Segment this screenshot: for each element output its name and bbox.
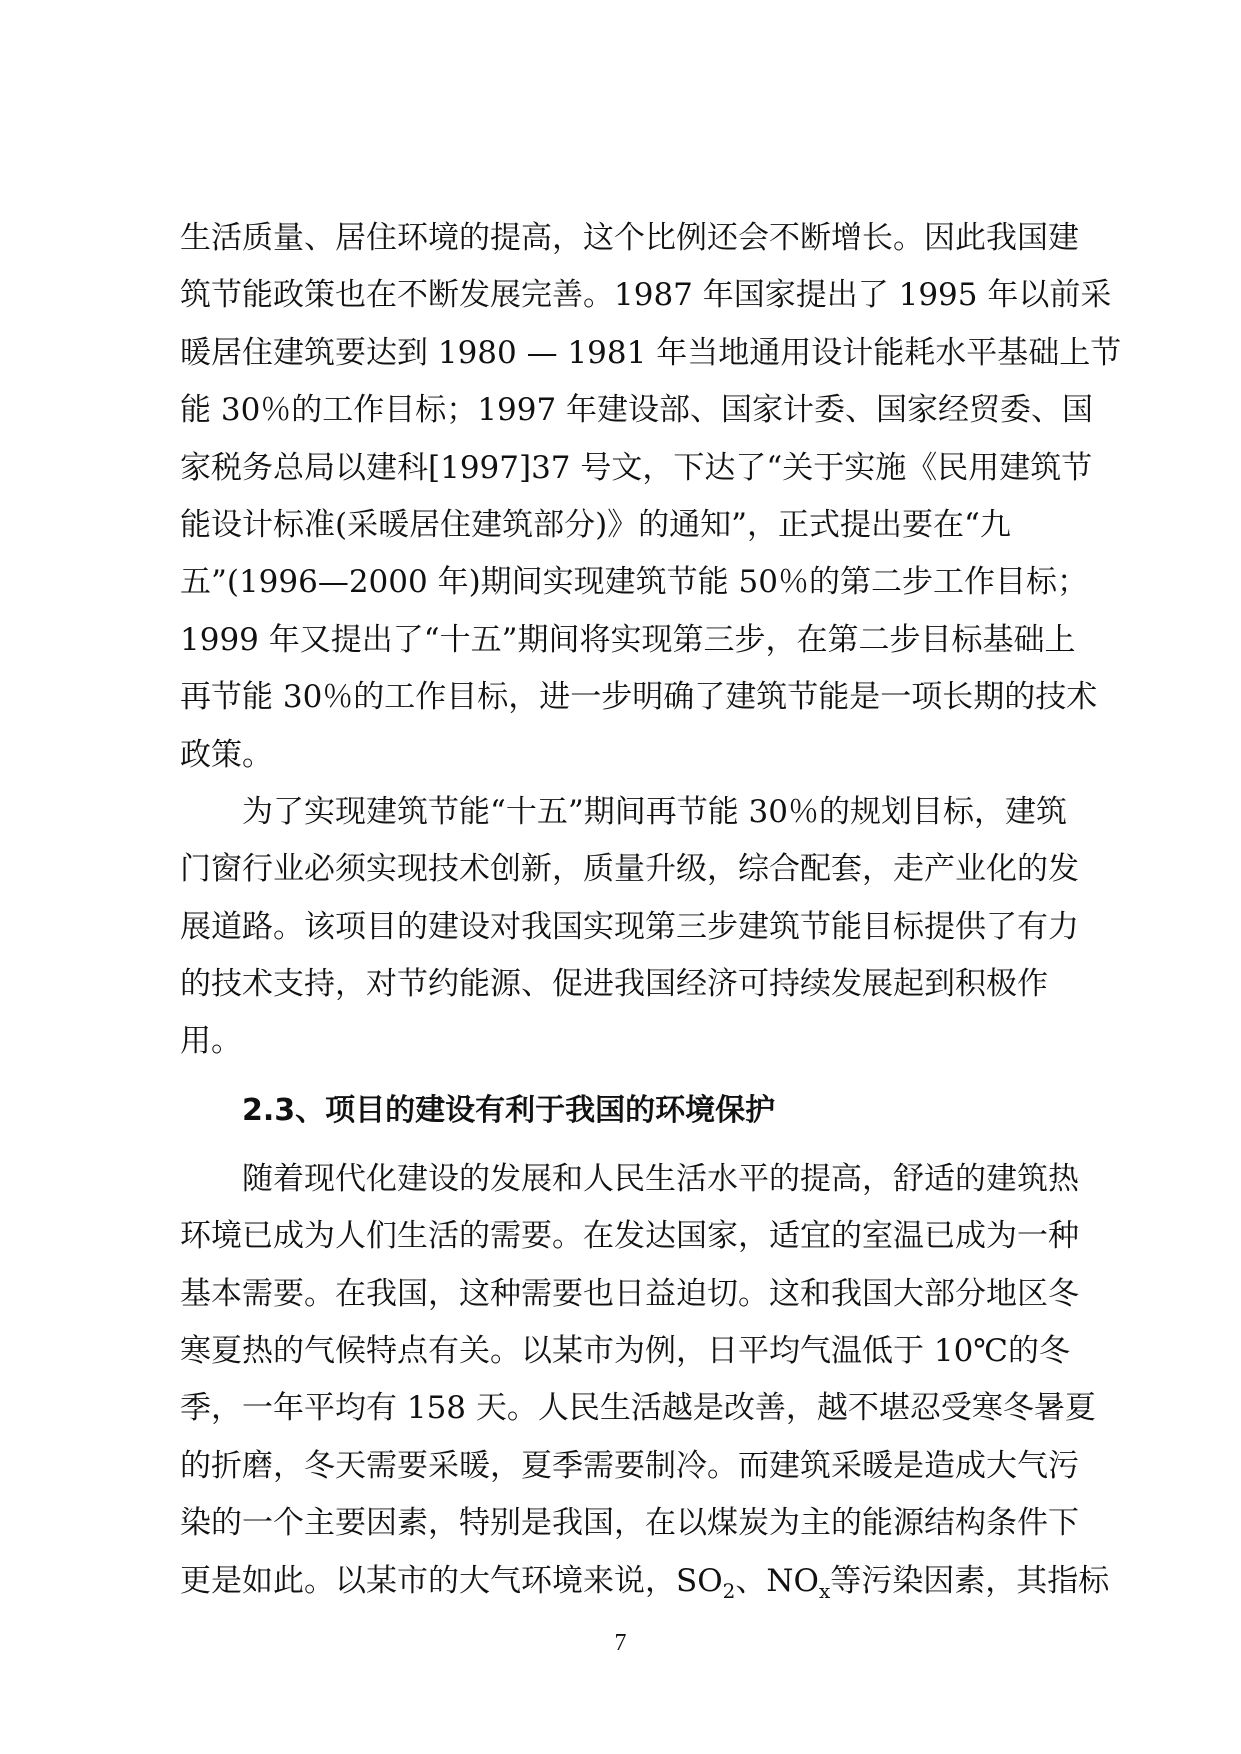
text-segment: 等污染因素，其指标 xyxy=(830,1562,1110,1599)
text-line: 家税务总局以建科[1997]37 号文，下达了“关于实施《民用建筑节 xyxy=(180,449,1093,486)
text-line: 能设计标准(采暖居住建筑部分)》的通知”，正式提出要在“九 xyxy=(180,506,1011,543)
text-line: 暖居住建筑要达到 1980 — 1981 年当地通用设计能耗水平基础上节 xyxy=(180,334,1122,371)
text-segment: 、NO xyxy=(735,1562,819,1599)
paragraph-3 xyxy=(180,1151,1110,1610)
text-line: 的折磨，冬天需要采暖，夏季需要制冷。而建筑采暖是造成大气污 xyxy=(180,1447,1079,1484)
text-line: 随着现代化建设的发展和人民生活水平的提高，舒适的建筑热 xyxy=(242,1160,1079,1197)
text-line: 环境已成为人们生活的需要。在发达国家，适宜的室温已成为一种 xyxy=(180,1218,1079,1255)
text-line: 染的一个主要因素，特别是我国，在以煤炭为主的能源结构条件下 xyxy=(180,1505,1079,1542)
text-line: 五”(1996—2000 年)期间实现建筑节能 50％的第二步工作目标； xyxy=(180,564,1088,601)
text-line: 1999 年又提出了“十五”期间将实现第三步，在第二步目标基础上 xyxy=(180,621,1076,658)
paragraph-2 xyxy=(180,784,1080,1071)
paragraph-1 xyxy=(180,210,1122,784)
text-segment: 更是如此。以某市的大气环境来说，SO xyxy=(180,1562,723,1599)
section-heading: 2.3、项目的建设有利于我国的环境保护 xyxy=(242,1092,776,1128)
text-line: 基本需要。在我国，这种需要也日益迫切。这和我国大部分地区冬 xyxy=(180,1275,1079,1312)
text-line: 季，一年平均有 158 天。人民生活越是改善，越不堪忍受寒冬暑夏 xyxy=(180,1390,1096,1427)
text-line: 为了实现建筑节能“十五”期间再节能 30％的规划目标，建筑 xyxy=(242,793,1067,830)
text-line: 寒夏热的气候特点有关。以某市为例，日平均气温低于 10℃的冬 xyxy=(180,1333,1070,1370)
text-line: 展道路。该项目的建设对我国实现第三步建筑节能目标提供了有力 xyxy=(180,908,1079,945)
text-line: 的技术支持，对节约能源、促进我国经济可持续发展起到积极作 xyxy=(180,966,1048,1003)
subscript: x xyxy=(818,1578,831,1603)
text-line-with-formulas xyxy=(180,1553,1110,1610)
subscript: 2 xyxy=(722,1578,736,1603)
document-body xyxy=(180,210,1122,1610)
text-line: 生活质量、居住环境的提高，这个比例还会不断增长。因此我国建 xyxy=(180,220,1079,256)
text-line: 用。 xyxy=(180,1023,242,1060)
text-line: 筑节能政策也在不断发展完善。1987 年国家提出了 1995 年以前采 xyxy=(180,277,1112,314)
text-line: 再节能 30％的工作目标，进一步明确了建筑节能是一项长期的技术 xyxy=(180,679,1098,716)
text-line: 门窗行业必须实现技术创新，质量升级，综合配套，走产业化的发 xyxy=(180,851,1079,888)
text-line: 能 30％的工作目标；1997 年建设部、国家计委、国家经贸委、国 xyxy=(180,392,1094,429)
page-number: 7 xyxy=(614,1630,627,1656)
text-line: 政策。 xyxy=(180,736,273,773)
